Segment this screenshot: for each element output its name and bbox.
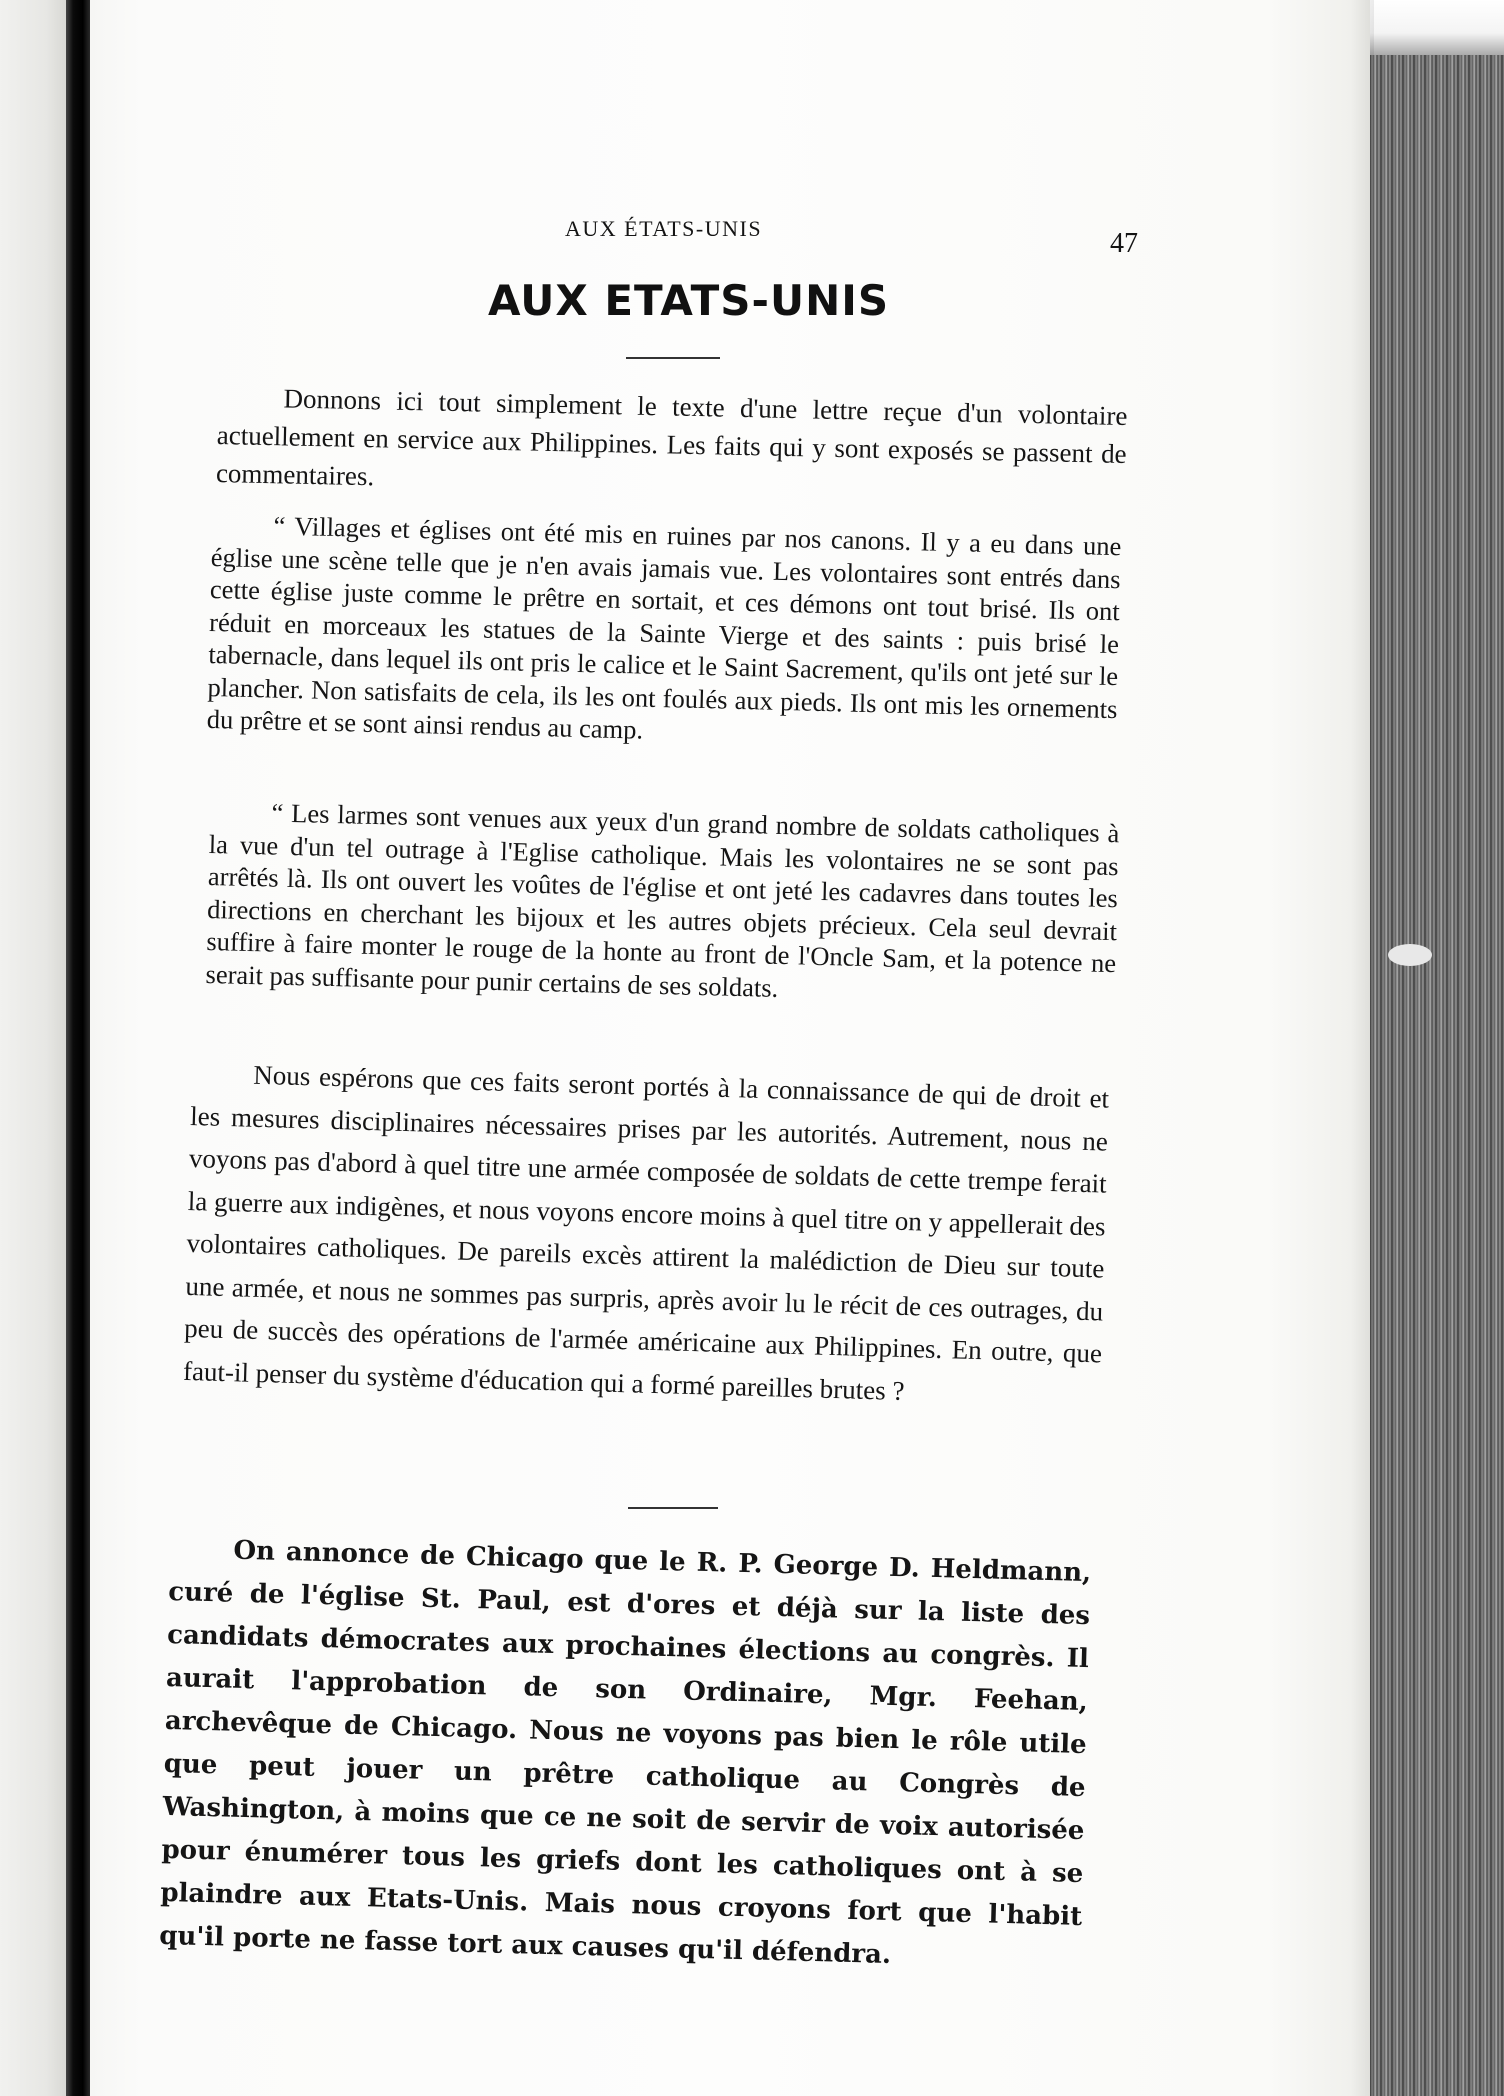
article-title: AUX ETATS-UNIS [488, 276, 890, 325]
intro-paragraph: Donnons ici tout simplement le texte d'une lettre reçue d'un volontaire actuellement en service aux Philippines. Les faits qui y sont exposés se passent de commentaires. [215, 383, 1128, 492]
commentary-paragraph: Nous espérons que ces faits seront portés à la connaissance de qui de droit et les mesures disciplinaires nécessaires prises par les autorités. Autrement, nous ne voyons pas d'abord à quel titre une armée composée de soldats de cette trempe ferait la guerre aux indigènes, et nous voyons encore moins à quel titre on y appellerait des volontaires catholiques. De pareils excès attirent la malédiction de Dieu sur toute une armée, et nous ne sommes pas surpris, après avoir lu le récit de ces outrages, du peu de succès des opérations de l'armée américaine aux Philippines. En outre, que faut-il penser du système d'éducation qui a formé pareilles brutes ? [182, 1059, 1110, 1406]
facing-page-edge [0, 0, 66, 2096]
letter-paragraph-1: “ Villages et églises ont été mis en ruines par nos canons. Il y a eu dans une église une scène telle que je n'en avais jamais vue. Les volontaires sont entrés dans cette église juste comme le prêtre en sortait, et ces démons ont tout brisé. Ils ont réduit en morceaux les statues de la Sainte Vierge et des saints : puis brisé le tabernacle, dans lequel ils ont pris le calice et le Saint Sacrement, qu'ils ont jeté sur le plancher. Non satisfaits de cela, ils les ont foulés aux pieds. Ils ont mis les ornements du prêtre et se sont ainsi rendus au camp. [206, 510, 1122, 745]
chicago-paragraph: On annonce de Chicago que le R. P. George D. Heldmann, curé de l'église St. Paul, est d'ores et déjà sur la liste des candidats démocrates aux prochaines élections au congrès. Il aurait l'approbation de son Ordinaire, Mgr. Feehan, archevêque de Chicago. Nous ne voyons pas bien le rôle utile que peut jouer un prêtre catholique au Congrès de Washington, à moins que ce ne soit de servir de voix autorisée pour énumérer tous les griefs dont les catholiques ont à se plaindre aux Etats-Unis. Mais nous croyons fort que l'habit qu'il porte ne fasse tort aux causes qu'il défendra. [158, 1535, 1092, 1971]
running-head: AUX ÉTATS-UNIS [565, 216, 763, 241]
book-binding [66, 0, 90, 2096]
section-rule [628, 1507, 718, 1509]
page-stack-top [1370, 0, 1504, 60]
page-edge-fleck [1388, 944, 1432, 966]
letter-paragraph-2: “ Les larmes sont venues aux yeux d'un grand nombre de soldats catholiques à la vue d'un tel outrage à l'Eglise catholique. Mais les volontaires ne se sont pas arrêtés là. Ils ont ouvert les voûtes de l'église et ont jeté les cadavres dans toutes les directions en cherchant les bijoux et les autres objets précieux. Cela seul devrait suffire à faire monter le rouge de la honte au front de l'Oncle Sam, et la potence ne serait pas suffisante pour punir certains de ses soldats. [205, 797, 1120, 1003]
page-number: 47 [1110, 228, 1138, 259]
title-rule [626, 357, 720, 359]
page-stack-edges [1370, 55, 1504, 2096]
page-edge-shadow [1350, 0, 1374, 2096]
